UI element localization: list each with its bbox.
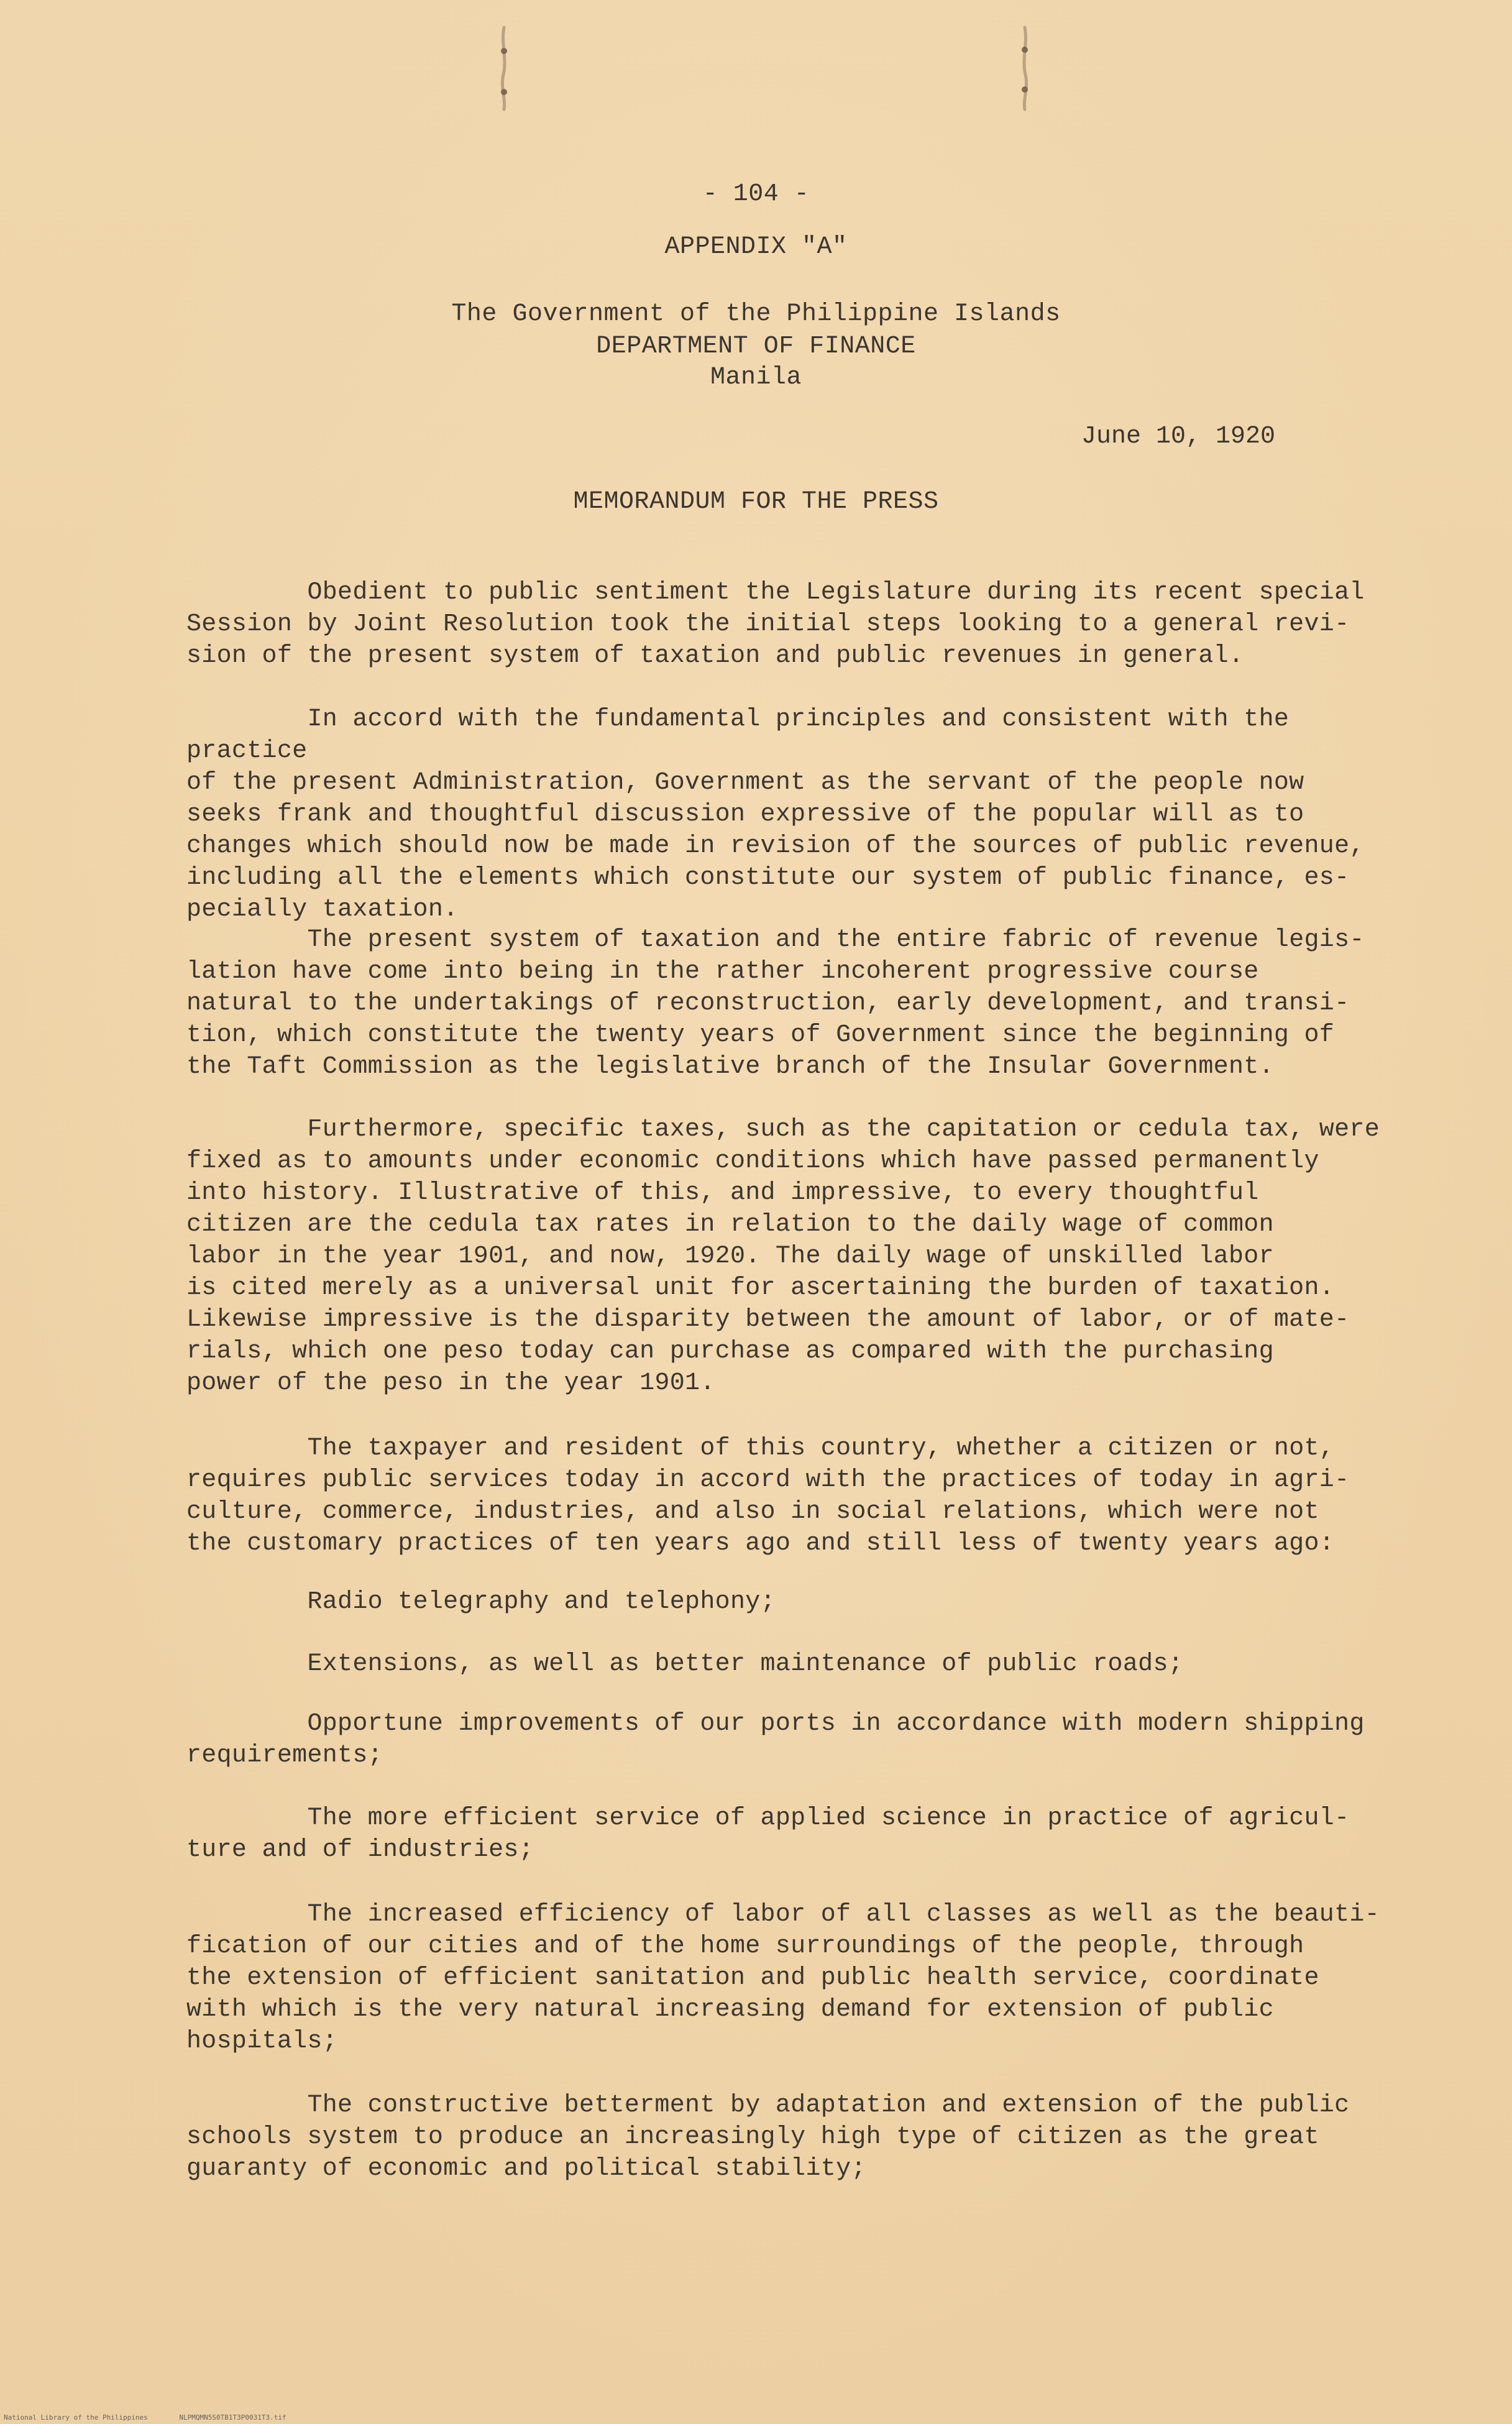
paragraph-taxpayer: The taxpayer and resident of this country, whether a citizen or not, requires public services today in accord with the practices of today in agri- culture, commerce, industries, and also in social relations, which were not the customary practices of ten years ago and still less of twenty years ago: (186, 1435, 1350, 1558)
staple-mark-left (496, 25, 512, 112)
list-item-applied-science: The more efficient service of applied science in practice of agricul- ture and of industries; (186, 1804, 1350, 1864)
archive-name: National Library of the Philippines (4, 2413, 148, 2422)
paragraph-present-system: The present system of taxation and the entire fabric of revenue legis- lation have come into being in the rather incoherent progressive course natural to the undertakings of reconstruction, early development, and transi- tion, which constitute the twenty years of Government since the beginning of the Taft Commission as the legislative branch of the Insular Government. (186, 926, 1365, 1081)
list-item-roads: Extensions, as well as better maintenance of public roads; (186, 1650, 1184, 1678)
list-item-radio: Radio telegraphy and telephony; (186, 1588, 776, 1616)
paragraph-specific-taxes: Furthermore, specific taxes, such as the capitation or cedula tax, were fixed as to amounts under economic conditions which have passed permanently into history. Illustrative of this, and impressive, to every thoughtful citizen are the cedula tax rates in relation to the daily wage of common labor in the year 1901, and now, 1920. The daily wage of unskilled labor is cited merely as a universal unit for ascertaining the burden of taxation. Likewise impressive is the disparity between the amount of labor, or of mate- rials, which one peso today can purchase as compared with the purchasing power of the peso in the year 1901. (186, 1116, 1380, 1397)
paragraph-accord: In accord with the fundamental principles and consistent with the practice of the present Administration, Government as the servant of the people now seeks frank and thoughtful discussion expressive of the popular will as to changes which should now be made in revision of the sources of public revenue, including all the elements which constitute our system of public finance, es- pecially taxation. (186, 705, 1365, 924)
appendix-heading: APPENDIX "A" (664, 233, 848, 261)
list-item-public-schools: The constructive betterment by adaptation and extension of the public schools system to produce an increasingly high type of citizen as the great guaranty of economic and political stability; (186, 2091, 1350, 2183)
paragraph-intro: Obedient to public sentiment the Legislature during its recent special Session by Joint Resolution took the initial steps looking to a general revi- sion of the present system of taxation and public revenues in general. (186, 579, 1365, 670)
memo-date: June 10, 1920 (1081, 423, 1276, 451)
memo-title: MEMORANDUM FOR THE PRESS (573, 488, 939, 516)
file-id: NLPMQMN5S0TB1T3P0031T3.tif (179, 2413, 286, 2422)
list-item-labor-efficiency: The increased efficiency of labor of all classes as well as the beauti- fication of our cities and of the home surroundings of the people, through the extension of efficient sanitation and public health service, coordinate with which is the very natural increasing demand for extension of public hospitals; (186, 1901, 1380, 2055)
department-name: DEPARTMENT OF FINANCE (596, 333, 916, 360)
list-item-ports: Opportune improvements of our ports in accordance with modern shipping requirements; (186, 1710, 1365, 1770)
city-name: Manila (710, 364, 802, 392)
staple-mark-right (1017, 25, 1033, 112)
page-number: - 104 - (702, 180, 810, 208)
archive-footer (4, 2413, 314, 2422)
government-name: The Government of the Philippine Islands (451, 300, 1061, 328)
